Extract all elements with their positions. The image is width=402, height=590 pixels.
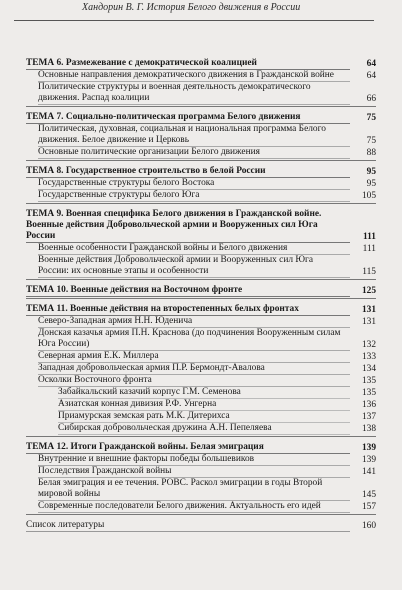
subitem-title: Азиатская конная дивизия Р.Ф. Унгерна [58, 399, 350, 411]
page-number: 111 [362, 244, 376, 254]
toc-section-8 [26, 166, 376, 204]
page-number: 136 [361, 400, 376, 410]
page-number: 115 [362, 267, 376, 277]
item-title: Военные действия Добровольческой армии и Вооруженных сил Юга России: их основные этапы и особенности [38, 255, 350, 278]
page-number: 139 [361, 443, 376, 453]
item-title: Государственные структуры белого Востока [38, 178, 350, 190]
page-number: 75 [366, 136, 376, 146]
item-title: Северная армия Е.К. Миллера [38, 351, 350, 363]
toc-topic-12[interactable] [26, 442, 376, 454]
toc-subitem[interactable] [26, 399, 376, 411]
toc-item[interactable] [26, 255, 376, 278]
toc-item[interactable] [26, 375, 376, 387]
toc-item[interactable] [26, 316, 376, 328]
topic-label: ТЕМА 7. [26, 112, 64, 122]
page-number: 64 [366, 59, 376, 69]
topic-title: Военные действия на Восточном фронте [70, 285, 243, 295]
toc-topic-9[interactable] [26, 209, 376, 243]
header-rule [14, 20, 374, 21]
topic-title: Размежевание с демократической коалицией [65, 58, 257, 68]
page-number: 137 [361, 412, 376, 422]
toc-item[interactable] [26, 454, 376, 466]
toc-topic-11[interactable] [26, 304, 376, 316]
item-title: Основные направления демократического движения в Гражданской войне [38, 70, 350, 82]
item-title: Западная добровольческая армия П.Р. Бермондт-Авалова [38, 363, 350, 375]
item-title: Осколки Восточного фронта [38, 375, 350, 387]
topic-title: Военные действия на второстепенных белых фронтах [70, 304, 299, 314]
item-title: Внутренние и внешние факторы победы большевиков [38, 454, 350, 466]
toc-section-12 [26, 442, 376, 515]
toc-item[interactable] [26, 363, 376, 375]
toc-topic-8[interactable] [26, 166, 376, 178]
toc-item[interactable] [26, 243, 376, 255]
bibliography-title: Список литературы [26, 520, 350, 532]
toc-section-10 [26, 285, 376, 299]
page-number: 66 [366, 94, 376, 104]
toc-item[interactable] [26, 466, 376, 478]
page-number: 132 [361, 340, 376, 350]
item-title: Политические структуры и военная деятельность демократического движения. Распад коалиции [38, 82, 350, 105]
toc-subitem[interactable] [26, 411, 376, 423]
toc-item[interactable] [26, 70, 376, 82]
table-of-contents [26, 58, 376, 532]
topic-title: Итоги Гражданской войны. Белая эмиграция [70, 442, 264, 452]
topic-label: ТЕМА 6. [26, 58, 64, 68]
topic-label: ТЕМА 10. [26, 285, 69, 295]
page-number: 131 [361, 305, 376, 315]
page-number: 157 [361, 502, 376, 512]
topic-label: ТЕМА 9. [26, 209, 64, 219]
toc-item[interactable] [26, 82, 376, 105]
toc-bibliography[interactable] [26, 520, 376, 532]
page-number: 75 [366, 113, 376, 123]
item-title: Донская казачья армия П.Н. Краснова (до подчинения Вооруженным силам Юга России) [38, 328, 350, 351]
page-number: 160 [361, 521, 376, 531]
item-title: Белая эмиграция и ее течения. РОВС. Раскол эмиграции в годы Второй мировой войны [38, 478, 350, 501]
item-title: Последствия Гражданской войны [38, 466, 350, 478]
toc-section-7 [26, 112, 376, 161]
topic-title: Государственное строительство в белой России [65, 166, 266, 176]
subitem-title: Забайкальский казачий корпус Г.М. Семенова [58, 387, 350, 399]
topic-title: Военная специфика Белого движения в Гражданской войне. Военные действия Добровольческой армии и Вооруженных сил Юга России [26, 209, 322, 241]
toc-item[interactable] [26, 478, 376, 501]
toc-item[interactable] [26, 124, 376, 147]
page-number: 105 [361, 191, 376, 201]
item-title: Современные последователи Белого движения. Актуальность его идей [38, 501, 350, 513]
running-header [0, 0, 402, 14]
toc-subitem[interactable] [26, 423, 376, 435]
page-number: 141 [361, 467, 376, 477]
item-title: Основные политические организации Белого движения [38, 147, 350, 159]
page-number: 88 [366, 148, 376, 158]
toc-item[interactable] [26, 190, 376, 202]
page-number: 139 [361, 455, 376, 465]
toc-section-6 [26, 58, 376, 107]
toc-topic-7[interactable] [26, 112, 376, 124]
topic-title: Социально-политическая программа Белого движения [65, 112, 301, 122]
toc-topic-10[interactable] [26, 285, 376, 297]
toc-subitem[interactable] [26, 387, 376, 399]
topic-label: ТЕМА 11. [26, 304, 68, 314]
page-number: 64 [366, 71, 376, 81]
toc-item[interactable] [26, 147, 376, 159]
toc-section-11 [26, 304, 376, 437]
page-number: 131 [361, 317, 376, 327]
page-number: 145 [361, 490, 376, 500]
page-number: 95 [366, 167, 376, 177]
subitem-title: Сибирская добровольческая дружина А.Н. Пепеляева [58, 423, 350, 435]
page-number: 133 [361, 352, 376, 362]
page-number: 111 [362, 232, 376, 242]
toc-item[interactable] [26, 178, 376, 190]
toc-item[interactable] [26, 351, 376, 363]
toc-item[interactable] [26, 501, 376, 513]
header-title: Хандорин В. Г. История Белого движения в России [82, 2, 301, 13]
page-number: 138 [361, 424, 376, 434]
toc-item[interactable] [26, 328, 376, 351]
page-number: 134 [361, 364, 376, 374]
item-title: Политическая, духовная, социальная и национальная программа Белого движения. Белое движение и Церковь [38, 124, 350, 147]
item-title: Военные особенности Гражданской войны и Белого движения [38, 243, 350, 255]
item-title: Северо-Западная армия Н.Н. Юденича [38, 316, 350, 328]
page-number: 135 [361, 376, 376, 386]
topic-label: ТЕМА 12. [26, 442, 69, 452]
item-title: Государственные структуры белого Юга [38, 190, 350, 202]
page-number: 135 [361, 388, 376, 398]
topic-label: ТЕМА 8. [26, 166, 64, 176]
page-number: 125 [361, 286, 376, 296]
page-number: 95 [366, 179, 376, 189]
toc-section-9 [26, 209, 376, 280]
subitem-title: Приамурская земская рать М.К. Дитерихса [58, 411, 350, 423]
toc-topic-6[interactable] [26, 58, 376, 70]
